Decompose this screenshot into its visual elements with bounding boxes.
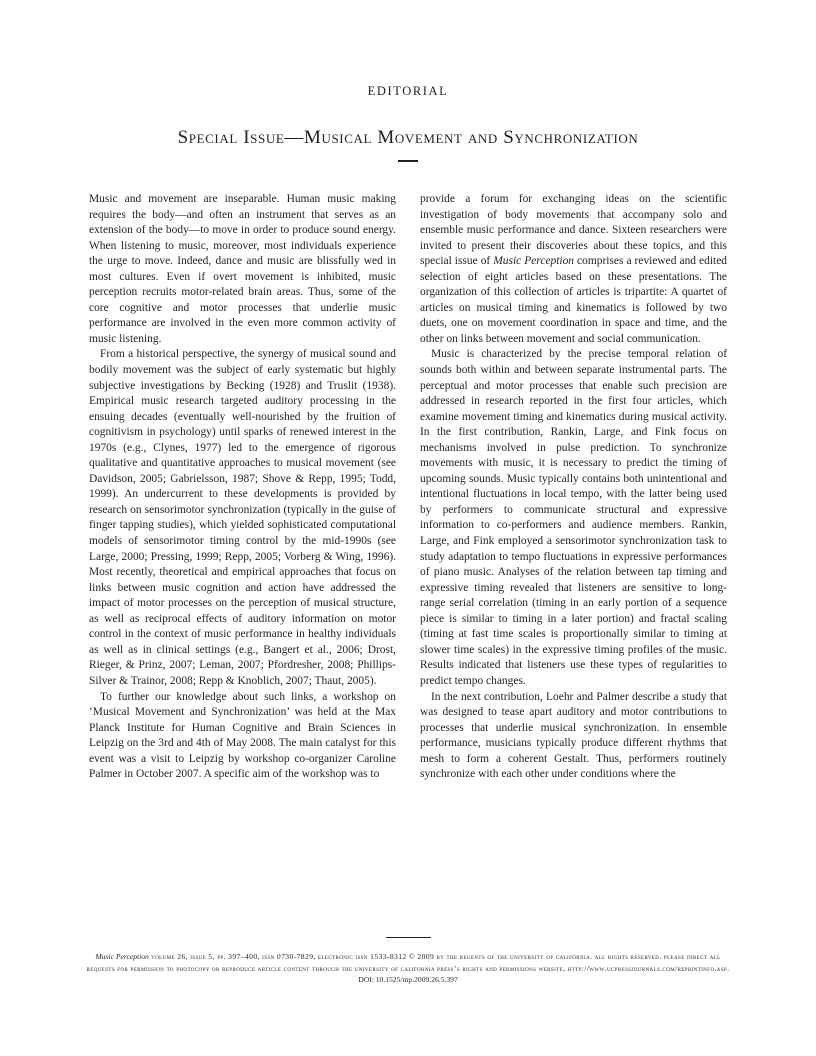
journal-name-italic: Music Perception [493, 255, 575, 268]
right-paragraph-2: Music is characterized by the precise temporal relation of sounds both within and between separate instrumental parts. The perceptual and motor processes that enable such precision are addressed in research reported in the first four articles, which examine movement timing and kinematics during musical activity. In the first contribution, Rankin, Large, and Fink focus on mechanisms involved in pulse prediction. To synchronize movements with music, it is necessary to predict the timing of upcoming sounds. Music typically contains both unintentional and intentional fluctuations in local tempo, with the latter being used by performers to communicate structural and expressive information to co-performers and audience members. Rankin, Large, and Fink employed a sensorimotor synchronization task to study adaptation to tempo fluctuations in expressive performances of piano music. Analyses of the relation between tap timing and expressive timing revealed that listeners are sensitive to long-range serial correlation (timing in an early portion of a sequence piece is similar to timing in a later portion) and fractal scaling (timing at fast time scales is proportionally similar to timing at slower time scales) in the expressive timing profiles of the music. Results indicated that listeners use these types of regularities to predict tempo changes. [420, 348, 727, 687]
right-paragraph-1-text-b: comprises a reviewed and edited selection of eight articles based on these presentations. The organization of this collection of articles is tripartite: A quartet of articles on musical timing and kinematics is followed by two duets, one on movement coordination in space and time, and the other on links between movement and social communication. [420, 255, 727, 345]
footer-rule [386, 937, 431, 938]
right-paragraph-1 [420, 192, 727, 347]
title-rule [398, 160, 418, 162]
article-title: Special Issue—Musical Movement and Synchronization [177, 127, 639, 148]
footer-doi: DOI: 10.1525/mp.2009.26.5.397 [358, 975, 458, 984]
left-paragraph-1: Music and movement are inseparable. Human music making requires the body—and often an instrument that serves as an extension of the body—to move in order to produce sound energy. When listening to music, moreover, most individuals experience the urge to move. Indeed, dance and music are blissfully wed in most cultures. Even if overt movement is inhibited, music perception recruits motor-related brain areas. Thus, some of the core cognitive and motor processes that underlie music performance are involved in the even more common activity of music listening. [89, 193, 396, 345]
footer-journal-name: Music Perception [95, 952, 149, 961]
right-paragraph-3: In the next contribution, Loehr and Palmer describe a study that was designed to tease apart auditory and motor contributions to processes that underlie musical synchronization. In ensemble performance, musicians typically produce different rhythms that mesh to form a coherent Gestalt. Thus, performers routinely synchronize with each other under conditions where the [420, 690, 727, 781]
footer-citation [85, 951, 731, 986]
left-column [89, 192, 396, 783]
section-label: EDITORIAL [367, 84, 449, 98]
right-paragraph-1-text-a: provide a forum for exchanging ideas on the scientific investigation of body movements that accompany solo and ensemble music performance and dance. Sixteen researchers were invited to present their discoveries about these topics, and this special issue of [420, 193, 727, 268]
left-paragraph-2: From a historical perspective, the synergy of musical sound and bodily movement was the subject of early systematic but highly subjective investigations by Becking (1928) and Truslit (1938). Empirical music research targeted auditory processing in the ensuing decades (eventually well-nourished by the fruition of cognitivism in psychology) until sparks of renewed interest in the 1970s (e.g., Clynes, 1977) led to the emergence of rigorous qualitative and quantitative approaches to musical movement (see Davidson, 2005; Gabrielsson, 1987; Shove & Repp, 1995; Todd, 1999). An undercurrent to these developments is provided by research on sensorimotor synchronization (typically in the guise of finger tapping studies), which yielded sophisticated computational models of sensorimotor timing control by the mid-1990s (see Large, 2000; Pressing, 1999; Repp, 2005; Vorberg & Wing, 1996). Most recently, theoretical and empirical approaches that focus on links between music cognition and action have addressed the impact of motor processes on the perception of musical structure, as well as reciprocal effects of auditory information on motor control in the context of music performance in healthy individuals as well as in clinical settings (e.g., Bangert et al., 2006; Drost, Rieger, & Prinz, 2007; Leman, 2007; Pfordresher, 2008; Phillips-Silver & Trainor, 2008; Repp & Knoblich, 2007; Thaut, 2005). [89, 348, 396, 687]
footer-citation-text: volume 26, issue 5, pp. 397–400, issn 0730-7829, electronic issn 1533-8312 © 2009 by the regents of the university of california. all rights reserved. please direct all requests for permission to photocopy or reproduce article content through the university of california press’s rights and permissions website, http://www.ucpressjournals.com/reprintinfo.asp. [86, 952, 730, 973]
left-paragraph-3: To further our knowledge about such links, a workshop on ‘Musical Movement and Synchronization’ was held at the Max Planck Institute for Human Cognitive and Brain Sciences in Leipzig on the 3rd and 4th of May 2008. The main catalyst for this event was a visit to Leipzig by workshop co-organizer Caroline Palmer in October 2007. A specific aim of the workshop was to [89, 690, 396, 781]
right-column [420, 192, 727, 783]
